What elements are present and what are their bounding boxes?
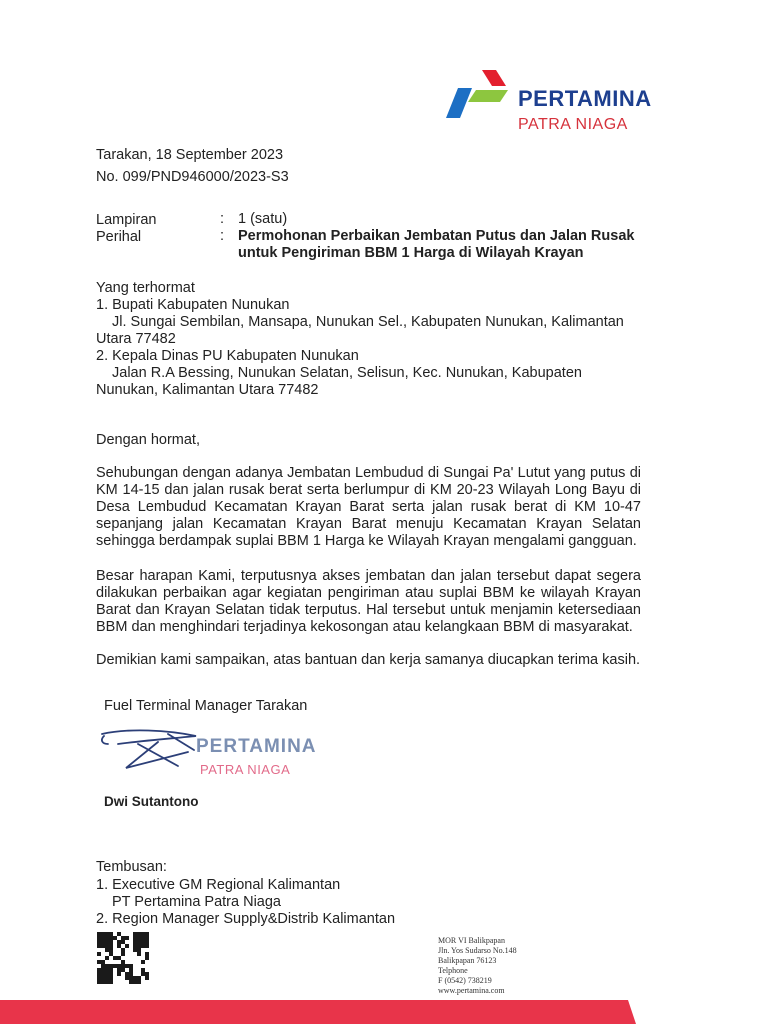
paragraph-1-line: sehingga berdampak suplai BBM 1 Harga ke Wilayah Krayan mengalami gangguan.	[96, 533, 637, 549]
recipient-2-address-cont: Nunukan, Kalimantan Utara 77482	[96, 382, 319, 398]
place-date: Tarakan, 18 September 2023	[96, 147, 284, 163]
cc-label: Tembusan:	[96, 859, 167, 875]
perihal-line-2: untuk Pengiriman BBM 1 Harga di Wilayah Krayan	[238, 245, 584, 261]
footer-address-line: F (0542) 738219	[438, 976, 492, 985]
logo-brand: PERTAMINA	[518, 86, 652, 111]
lampiran-colon: :	[220, 211, 225, 227]
signatory-name: Dwi Sutantono	[104, 794, 199, 809]
recipient-2-name: 2. Kepala Dinas PU Kabupaten Nunukan	[96, 348, 359, 364]
salutation: Dengan hormat,	[96, 432, 200, 448]
footer-red-bar	[0, 996, 768, 1024]
perihal-colon: :	[220, 228, 225, 244]
cc-item-1-sub: PT Pertamina Patra Niaga	[112, 894, 281, 910]
logo-red-shape	[482, 70, 506, 86]
closing-sentence: Demikian kami sampaikan, atas bantuan dan kerja samanya diucapkan terima kasih.	[96, 652, 641, 668]
footer-address-line: Telphone	[438, 966, 468, 975]
qr-module	[145, 980, 149, 984]
logo-blue-shape	[446, 88, 472, 118]
logo-green-shape	[468, 90, 508, 102]
paragraph-1-line: Desa Lembudud Kecamatan Krayan Barat serta jalan rusak berat di KM 10-47	[96, 499, 641, 515]
stamp-sub: PATRA NIAGA	[200, 762, 291, 777]
footer-address-line: Balikpapan 76123	[438, 956, 497, 965]
footer-address-line: www.pertamina.com	[438, 986, 505, 995]
recipient-greeting: Yang terhormat	[96, 280, 195, 296]
paragraph-2-line: Barat dan Krayan Selatan tidak terputus. Hal tersebut untuk menjamin ketersediaan	[96, 602, 641, 618]
signature-scribble	[98, 722, 208, 774]
paragraph-2-line: BBM dan menghindari terjadinya kekosongan atau kelangkaan BBM di masyarakat.	[96, 619, 633, 635]
signatory-title: Fuel Terminal Manager Tarakan	[104, 698, 308, 714]
perihal-line-1: Permohonan Perbaikan Jembatan Putus dan Jalan Rusak	[238, 228, 635, 244]
recipient-1-address: Jl. Sungai Sembilan, Mansapa, Nunukan Sel., Kabupaten Nunukan, Kalimantan	[112, 314, 624, 330]
paragraph-2-line: Besar harapan Kami, terputusnya akses jembatan dan jalan tersebut dapat segera	[96, 568, 641, 584]
paragraph-1-line: Sehubungan dengan adanya Jembatan Lembudud di Sungai Pa' Lutut yang putus di	[96, 465, 641, 481]
recipient-1-address-cont: Utara 77482	[96, 331, 176, 347]
cc-item-1: 1. Executive GM Regional Kalimantan	[96, 877, 341, 893]
lampiran-value: 1 (satu)	[238, 211, 288, 227]
footer-address-line: Jln. Yos Sudarso No.148	[438, 946, 517, 955]
letter-number: No. 099/PND946000/2023-S3	[96, 169, 289, 185]
cc-item-2: 2. Region Manager Supply&Distrib Kalimantan	[96, 911, 396, 927]
recipient-1-name: 1. Bupati Kabupaten Nunukan	[96, 297, 290, 313]
lampiran-label: Lampiran	[96, 212, 157, 228]
footer-address-line: MOR VI Balikpapan	[438, 936, 505, 945]
recipient-2-address: Jalan R.A Bessing, Nunukan Selatan, Selisun, Kec. Nunukan, Kabupaten	[112, 365, 582, 381]
paragraph-1-line: KM 14-15 dan jalan rusak berat serta berlumpur di KM 20-23 Wilayah Long Bayu di	[96, 482, 641, 498]
perihal-label: Perihal	[96, 229, 142, 245]
paragraph-1-line: sepanjang jalan Kecamatan Krayan Barat menuju Kecamatan Krayan Selatan	[96, 516, 641, 532]
footer-address	[438, 936, 517, 996]
logo-sub: PATRA NIAGA	[518, 116, 628, 133]
pertamina-logo-icon	[446, 68, 512, 120]
stamp-brand: PERTAMINA	[196, 736, 317, 757]
qr-code	[97, 932, 149, 984]
paragraph-2-line: dilakukan perbaikan agar kegiatan pengiriman atau suplai BBM ke wilayah Krayan	[96, 585, 641, 601]
